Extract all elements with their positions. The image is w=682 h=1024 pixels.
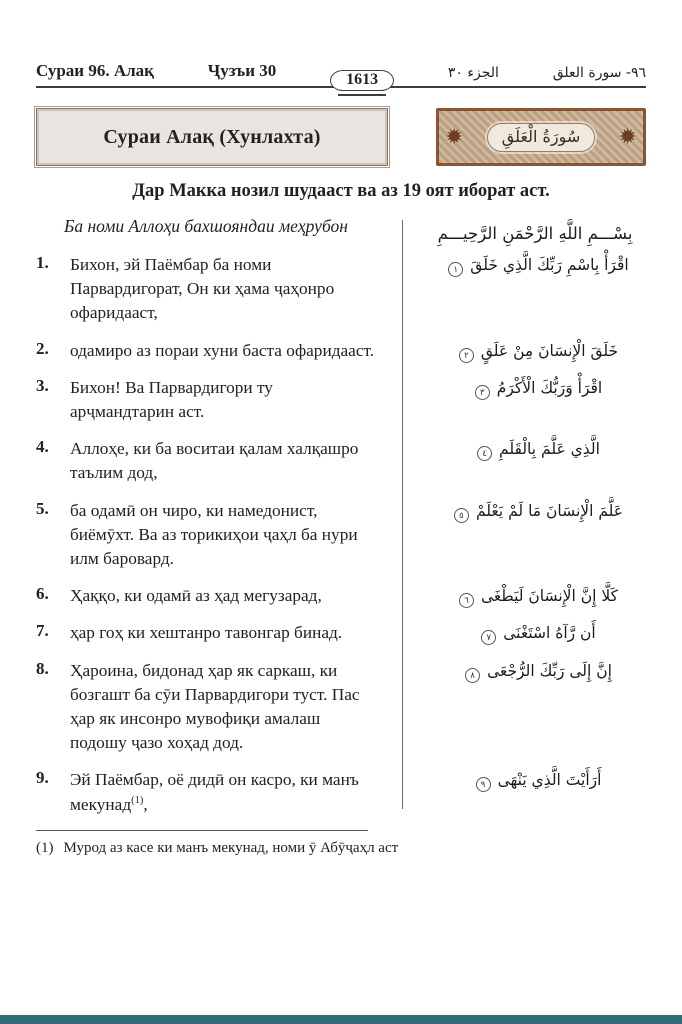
sura-ornament-frame — [436, 108, 646, 166]
verse-tajik-cell — [36, 584, 376, 608]
footnote-text: Мурод аз касе ки манъ мекунад, номи ӯ Абӯҷаҳл аст — [63, 840, 399, 857]
revelation-note: Дар Макка нозил шудааст ва аз 19 оят иборат аст. — [132, 181, 550, 201]
verse-arabic-text: اقْرَأْ وَرَبُّكَ الْأَكْرَمُ٣ — [424, 376, 646, 424]
star-ornament-icon: ✹ — [618, 124, 637, 150]
verse-number: 8. — [36, 658, 49, 678]
header-sura-arabic: ٩٦- سورة العلق — [552, 65, 646, 81]
verse-arabic-text: عَلَّمَ الْإِنسَانَ مَا لَمْ يَعْلَمْ٥ — [424, 499, 646, 572]
verse-tajik-text: Ҳароина, бидонад ҳар як саркаш, ки бозгашт ба сӯи Парвардигори туст. Пас ҳар як инсонро мувофиқи амалаш подошу ҷазо хоҳад дод. — [70, 660, 360, 753]
verse-tajik-text: одамиро аз пораи хуни баста офаридааст. — [70, 340, 375, 360]
verse-row-7 — [36, 621, 646, 645]
ayah-end-marker: ٩ — [476, 777, 491, 792]
basmala-row — [36, 216, 646, 243]
verse-number: 5. — [36, 498, 49, 518]
basmala-tajik: Ба номи Аллоҳи бахшояндаи меҳрубон — [64, 216, 348, 236]
verse-row-1 — [36, 253, 646, 326]
page-header — [36, 50, 646, 88]
verse-arabic-text: أَن رَّآهُ اسْتَغْنَى٧ — [424, 621, 646, 645]
footnote-separator — [36, 830, 368, 831]
star-ornament-icon: ✹ — [445, 124, 464, 150]
verse-tajik-cell — [36, 376, 376, 424]
verse-tajik-text: Бихон! Ва Парвардигори ту арҷмандтарин аст. — [70, 377, 273, 422]
verse-arabic-text: الَّذِي عَلَّمَ بِالْقَلَمِ٤ — [424, 437, 646, 485]
verse-row-8 — [36, 659, 646, 756]
verse-number: 2. — [36, 338, 49, 358]
footnote — [36, 840, 646, 857]
verse-row-9 — [36, 768, 646, 816]
title-row — [36, 108, 646, 166]
verse-number: 3. — [36, 375, 49, 395]
verse-row-2 — [36, 339, 646, 363]
verse-tajik-cell — [36, 437, 376, 485]
verse-number: 4. — [36, 437, 49, 457]
verse-tajik-text: Бихон, эй Паёмбар ба номи Парвардигорат, Он ки ҳама ҷаҳонро офаридааст, — [70, 255, 335, 323]
ayah-end-marker: ٨ — [465, 668, 480, 683]
ayah-end-marker: ٧ — [481, 630, 496, 645]
verse-tajik-cell — [36, 659, 376, 756]
verse-row-4 — [36, 437, 646, 485]
verse-number: 9. — [36, 768, 49, 788]
verse-tajik-cell — [36, 339, 376, 363]
verse-row-3 — [36, 376, 646, 424]
ayah-end-marker: ٤ — [477, 446, 492, 461]
verse-tajik-text: ба одамӣ он чиро, ки намедонист, биёмӯхт. Ва аз торикиҳои ҷаҳл ба нури илм баровард. — [70, 500, 358, 569]
verse-number: 7. — [36, 621, 49, 641]
verse-row-5 — [36, 499, 646, 572]
header-juz-cyrillic: Ҷузъи 30 — [207, 61, 277, 80]
verse-row-6 — [36, 584, 646, 608]
verse-tajik-cell — [36, 621, 376, 645]
ayah-end-marker: ٦ — [459, 593, 474, 608]
sura-name-arabic-calligraphy: سُورَةُ الْعَلَقِ — [487, 123, 596, 152]
verse-arabic-text: أَرَأَيْتَ الَّذِي يَنْهَى٩ — [424, 768, 646, 816]
footnote-marker: (1) — [36, 840, 54, 857]
basmala-arabic: بِسْـــمِ اللَّهِ الرَّحْمَنِ الرَّحِيـــمِ — [437, 224, 633, 243]
ayah-end-marker: ٣ — [475, 385, 490, 400]
verse-arabic-text: اقْرَأْ بِاسْمِ رَبِّكَ الَّذِي خَلَقَ١ — [424, 253, 646, 326]
ayah-end-marker: ١ — [448, 262, 463, 277]
bottom-teal-bar — [0, 1015, 682, 1024]
verse-tajik-text: Эй Паёмбар, оё дидӣ он касро, ки манъ мекунад$^{(1)}$, — [70, 770, 359, 814]
verse-tajik-text: Ҳаққо, ки одамӣ аз ҳад мегузарад, — [70, 586, 322, 606]
verse-tajik-cell — [36, 253, 376, 326]
verse-number: 6. — [36, 584, 49, 604]
column-divider — [402, 220, 403, 809]
ayah-end-marker: ٢ — [459, 348, 474, 363]
verses-list — [36, 253, 646, 817]
header-sura-cyrillic: Сураи 96. Алақ — [36, 61, 154, 80]
ayah-end-marker: ٥ — [454, 508, 469, 523]
verse-arabic-text: خَلَقَ الْإِنسَانَ مِنْ عَلَقٍ٢ — [424, 339, 646, 363]
verse-number: 1. — [36, 253, 49, 272]
verse-tajik-text: ҳар гоҳ ки хештанро тавонгар бинад. — [70, 623, 343, 643]
verse-tajik-text: Аллоҳе, ки ба воситаи қалам халқашро таълим дод, — [70, 439, 359, 483]
footnote-reference: (1) — [131, 794, 144, 806]
verse-tajik-cell — [36, 768, 376, 816]
page-number-badge: 1613 — [330, 70, 394, 91]
header-juz-arabic: الجزء ٣٠ — [447, 65, 499, 81]
verse-tajik-cell — [36, 499, 376, 572]
verse-arabic-text: كَلَّا إِنَّ الْإِنسَانَ لَيَطْغَى٦ — [424, 584, 646, 608]
translation-columns — [36, 216, 646, 817]
sura-title-box: Сураи Алақ (Хунлахта) — [36, 108, 388, 166]
verse-arabic-text: إِنَّ إِلَى رَبِّكَ الرُّجْعَى٨ — [424, 659, 646, 756]
